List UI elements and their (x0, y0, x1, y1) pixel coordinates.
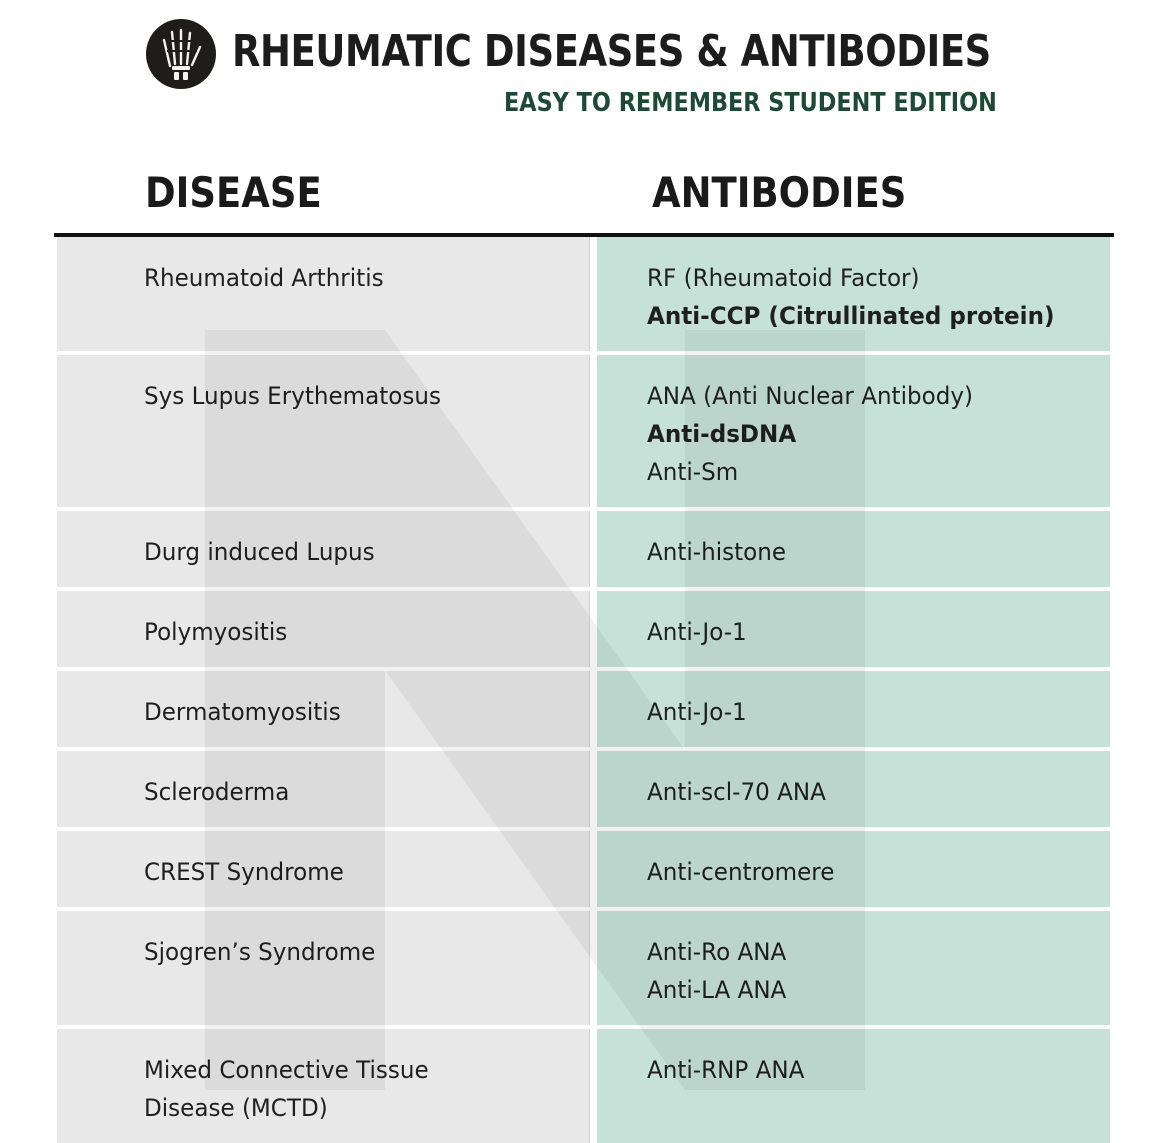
table-row (57, 587, 1112, 667)
antibody-cell (597, 671, 1110, 747)
antibody-name: Anti-centromere (647, 858, 835, 886)
disease-cell (57, 355, 590, 507)
disease-cell (57, 751, 590, 827)
disease-name: Sys Lupus Erythematosus (144, 382, 441, 410)
disease-cell (57, 831, 590, 907)
disease-cell (57, 911, 590, 1025)
antibody-name: Anti-Jo-1 (647, 698, 747, 726)
antibody-cell (597, 511, 1110, 587)
disease-name: Rheumatoid Arthritis (144, 264, 384, 292)
antibody-cell (597, 751, 1110, 827)
table-row (57, 1025, 1112, 1143)
table-row (57, 667, 1112, 747)
antibody-cell (597, 237, 1110, 351)
disease-name: Durg induced Lupus (144, 538, 375, 566)
table-row (57, 827, 1112, 907)
disease-name: Scleroderma (144, 778, 290, 806)
disease-cell (57, 671, 590, 747)
antibody-name: RF (Rheumatoid Factor) (647, 264, 920, 292)
antibody-name: Anti-RNP ANA (647, 1056, 805, 1084)
antibody-cell (597, 355, 1110, 507)
table-row (57, 747, 1112, 827)
page-title: RHEUMATIC DISEASES & ANTIBODIES (232, 26, 991, 77)
antibody-name: Anti-CCP (Citrullinated protein) (647, 302, 1055, 330)
antibody-name: Anti-Jo-1 (647, 618, 747, 646)
antibody-cell (597, 831, 1110, 907)
disease-cell (57, 237, 590, 351)
page-subtitle: EASY TO REMEMBER STUDENT EDITION (504, 88, 997, 118)
disease-name: Dermatomyositis (144, 698, 341, 726)
antibody-name: ANA (Anti Nuclear Antibody) (647, 382, 973, 410)
antibody-cell (597, 1029, 1110, 1143)
disease-cell (57, 591, 590, 667)
table-row (57, 907, 1112, 1025)
antibody-cell (597, 911, 1110, 1025)
disease-cell (57, 511, 590, 587)
antibody-name: Anti-Sm (647, 458, 739, 486)
antibody-name: Anti-LA ANA (647, 976, 787, 1004)
skeleton-hand-icon (145, 18, 217, 90)
table-row (57, 507, 1112, 587)
table-row (57, 237, 1112, 351)
header (0, 0, 1167, 140)
antibody-cell (597, 591, 1110, 667)
disease-name: Mixed Connective Tissue (144, 1056, 429, 1084)
disease-name: Sjogren’s Syndrome (144, 938, 376, 966)
column-heading-antibodies: ANTIBODIES (652, 168, 907, 217)
disease-name: Polymyositis (144, 618, 288, 646)
antibody-name: Anti-dsDNA (647, 420, 797, 448)
antibody-name: Anti-Ro ANA (647, 938, 787, 966)
antibody-name: Anti-histone (647, 538, 787, 566)
disease-name: Disease (MCTD) (144, 1094, 328, 1122)
table-row (57, 351, 1112, 507)
disease-cell (57, 1029, 590, 1143)
antibody-name: Anti-scl-70 ANA (647, 778, 826, 806)
disease-name: CREST Syndrome (144, 858, 344, 886)
column-heading-disease: DISEASE (145, 168, 322, 217)
